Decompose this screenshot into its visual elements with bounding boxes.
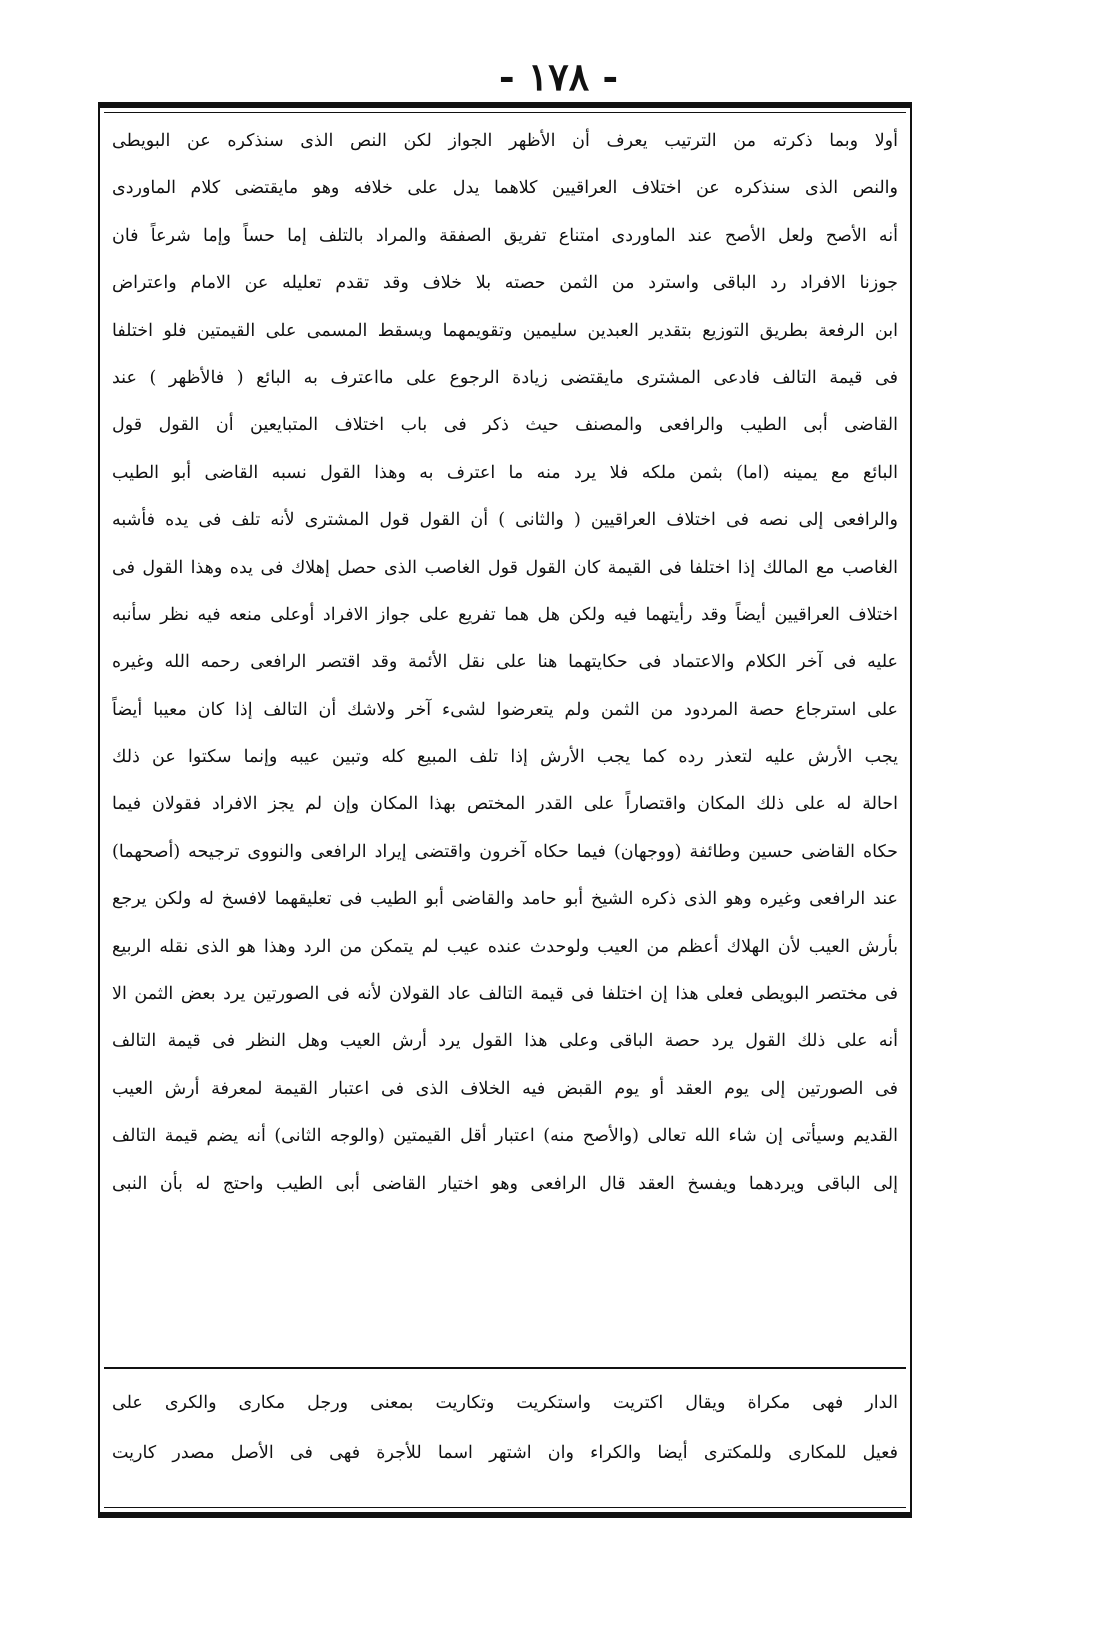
text-line: جوزنا الافراد رد الباقى واسترد من الثمن حصته بلا خلاف وقد تقدم تعليله عن الامام واعتراض [112,273,898,294]
text-line: أولا وبما ذكرته من الترتيب يعرف أن الأظهر الجواز لكن النص الذى سنذكره عن البويطى [112,131,898,151]
text-line: على استرجاع حصة المردود من الثمن ولم يتعرضوا لشىء آخر ولاشك أن التالف إذا كان معيبا أيضاً [112,699,898,720]
text-line: إلى الباقى ويردهما ويفسخ العقد قال الرافعى وهو اختيار القاضى أبى الطيب واحتج له بأن النبى [112,1173,898,1194]
text-line: يجب الأرش عليه لتعذر رده كما يجب الأرش إذا تلف المبيع كله وتبين عيبه وإنما سكتوا عن ذلك [112,747,898,768]
footnote-separator [104,1367,906,1369]
text-line: أنه على ذلك القول يرد حصة الباقى وعلى هذا القول يرد أرش العيب وهل النظر فى قيمة التالف [112,1031,898,1052]
text-line: فى الصورتين إلى يوم العقد أو يوم القبض فيه الخلاف الذى فى اعتبار القيمة لمعرفة أرش العيب [112,1078,898,1099]
page-number: - ١٧٨ - [498,54,619,99]
text-line: الغاصب مع المالك إذا اختلفا فى القيمة كان القول قول الغاصب الذى حصل إهلاك فى يده وهذا القول فى [112,557,898,578]
text-line: احالة له على ذلك المكان واقتصاراً على القدر المختص بهذا المكان وإن لم يجز الافراد فقولان فيما [112,794,898,815]
text-line: القاضى أبى الطيب والرافعى والمصنف حيث ذكر فى باب اختلاف المتبايعين أن القول قول [112,415,898,436]
footnote-line: فعيل للمكارى وللمكترى أيضا والكراء وان اشتهر اسما للأجرة فهى فى الأصل مصدر كاريت [112,1443,898,1463]
text-line: القديم وسيأتى إن شاء الله تعالى (والأصح منه) اعتبار أقل القيمتين (والوجه الثانى) أنه يضم قيمة التالف [112,1126,898,1147]
text-line: البائع مع يمينه (اما) بثمن ملكه فلا يرد منه ما اعترف به وهذا القول نسبه القاضى أبو الطيب [112,462,898,483]
text-line: والنص الذى سنذكره عن اختلاف العراقيين كلاهما يدل على خلافه وهو مايقتضى كلام الماوردى [112,178,898,199]
text-line: عليه فى آخر الكلام والاعتماد فى حكايتهما هنا على نقل الأئمة وقد اقتصر الرافعى رحمه الله وغيره [112,652,898,673]
text-line: والرافعى إلى نصه فى اختلاف العراقيين ( والثانى ) أن القول قول المشترى لأنه تلف فى يده فأشبه [112,510,898,531]
text-line: عند الرافعى وغيره وهو الذى ذكره الشيخ أبو حامد والقاضى أبو الطيب فى تعليقهما لافسخ له ولكن يرجع [112,889,898,910]
text-line: أنه الأصح ولعل الأصح عند الماوردى امتناع تفريق الصفقة والمراد بالتلف إما حساً وإما شرعاً فان [112,225,898,246]
text-line: ابن الرفعة بطريق التوزيع بتقدير العبدين سليمين وتقويمهما ويسقط المسمى على القيمتين فلو اختلفا [112,320,898,341]
footnote-line: الدار فهى مكراة ويقال اكتريت واستكريت وتكاريت بمعنى ورجل مكارى والكرى على [112,1393,898,1413]
text-line: فى قيمة التالف فادعى المشترى مايقتضى زيادة الرجوع على مااعترف به البائع ( فالأظهر ) عند [112,367,898,388]
text-line: فى مختصر البويطى فعلى هذا إن اختلفا فى قيمة التالف عاد القولان لأنه فى الصورتين يرد بعض الثمن الا [112,984,898,1005]
footnote-block [112,1378,898,1478]
text-line: حكاه القاضى حسين وطائفة (ووجهان) فيما حكاه آخرون واقتضى إيراد الرافعى والنووى ترجيحه (أصحهما) [112,841,898,862]
text-line: بأرش العيب لأن الهلاك أعظم من العيب ولوحدث عنده عيب لم يتمكن من الرد وهذا هو الذى نقله الربيع [112,936,898,957]
text-line: اختلاف العراقيين أيضاً وقد رأيتهما فيه ولكن هل هما تفريع على جواز الافراد أوعلى منعه فيه نظر سأنبه [112,604,898,625]
